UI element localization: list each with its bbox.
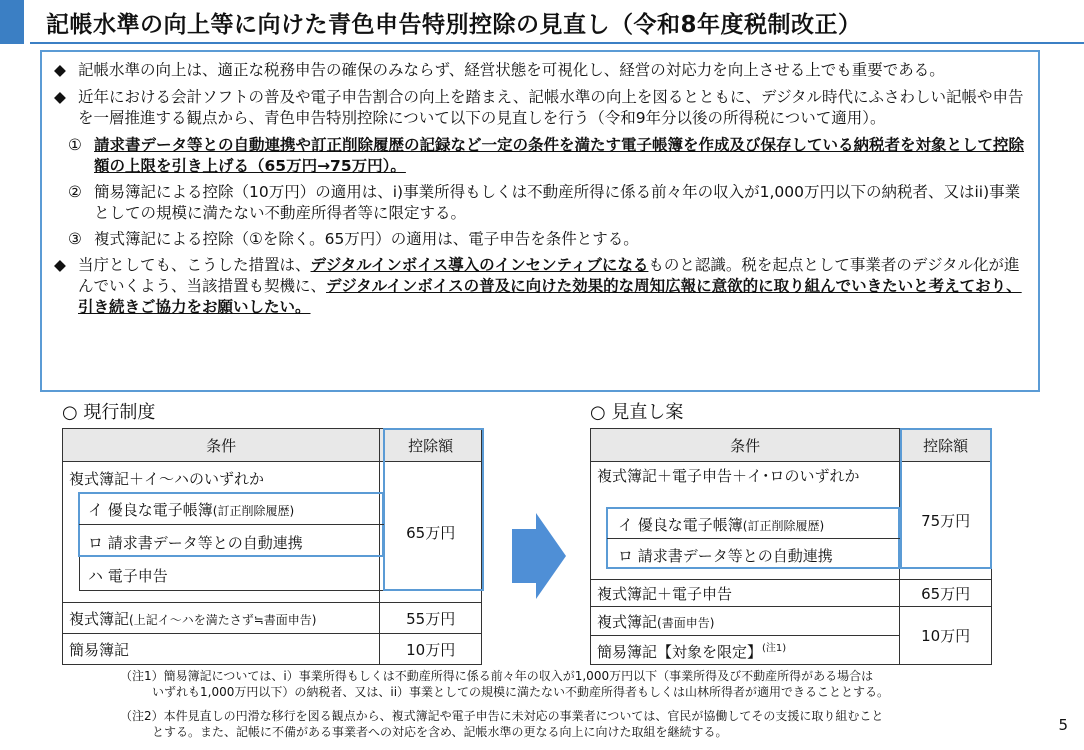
bullet-diamond-icon: ◆ <box>54 256 66 274</box>
current-sub-ro: ロ 請求書データ等との自動連携 <box>88 534 303 552</box>
revised-amount-highlight <box>900 428 992 569</box>
revised-row-4: 簡易簿記【対象を限定】$^{(注1)}$ <box>591 636 900 665</box>
current-sub-divider-2 <box>79 557 80 591</box>
summary-item-2: ② 簡易簿記による控除（10万円）の適用は、i)事業所得もしくは不動産所得に係る前々年の収入が1,000万円以下の納税者、又はii)事業としての規模に満たない不動産所得者等に限定する。 <box>68 183 1021 222</box>
current-amount-2: 55万円 <box>380 603 482 634</box>
revised-amount-1: 75万円 <box>900 462 992 580</box>
note-1-line-2: いずれも1,000万円以下）の納税者、又は、ii）事業としての規模に満たない不動産所得者もしくは山林所得者が適用できることとする。 <box>152 685 890 699</box>
current-col-amount: 控除額 <box>380 429 482 462</box>
revised-sub-divider <box>607 538 900 539</box>
title-accent-bar <box>0 0 24 44</box>
note-1-line-1: （注1）簡易簿記については、i）事業所得もしくは不動産所得に係る前々年の収入が1,000万円以下（事業所得及び不動産所得がある場合は <box>120 669 874 683</box>
title-underline <box>30 42 1084 44</box>
current-amount-highlight <box>383 428 484 591</box>
revised-row-1: 複式簿記＋電子申告＋イ･ロのいずれか <box>591 462 900 580</box>
page-number: 5 <box>1058 716 1068 734</box>
revised-proposal-heading: ○ 見直し案 <box>590 402 684 423</box>
revised-row-2: 複式簿記＋電子申告 <box>591 580 900 607</box>
current-col-condition: 条件 <box>63 429 380 462</box>
revised-amount-3-4: 10万円 <box>900 607 992 665</box>
current-amount-1: 65万円 <box>380 462 482 603</box>
bullet-diamond-icon: ◆ <box>54 61 66 79</box>
summary-paragraph-3: ◆ 当庁としても、こうした措置は、デジタルインボイス導入のインセンティブになるものと認識。税を起点として事業者のデジタル化が進んでいくよう、当該措置も契機に、デジタルインボイスの普及に向けた効果的な周知広報に意欲的に取り組んでいきたいと考えており、引き続きご協力をお願いしたい。 <box>54 256 1022 316</box>
current-row-3: 簡易簿記 <box>63 634 380 665</box>
current-row-2: 複式簿記(上記イ～ハを満たさず≒書面申告) <box>63 603 380 634</box>
revised-row-3: 複式簿記(書面申告) <box>591 607 900 636</box>
revised-col-condition: 条件 <box>591 429 900 462</box>
note-2-line-1: （注2）本件見直しの円滑な移行を図る観点から、複式簿記や電子申告に未対応の事業者については、官民が協働してその支援に取り組むこと <box>120 709 884 723</box>
revised-amount-2: 65万円 <box>900 580 992 607</box>
bullet-diamond-icon: ◆ <box>54 88 66 106</box>
revised-sub-ro: ロ 請求書データ等との自動連携 <box>618 547 833 565</box>
note-2-line-2: とする。また、記帳に不備がある事業者への対応を含め、記帳水準の更なる向上に向けた取組を継続する。 <box>152 725 728 739</box>
summary-item-1: ① 請求書データ等との自動連携や訂正削除履歴の記録など一定の条件を満たす電子帳簿を作成及び保存している納税者を対象として控除額の上限を引き上げる（65万円→75万円）。 <box>68 136 1025 175</box>
current-sub-divider-1 <box>79 524 384 525</box>
current-sub-ha: ハ 電子申告 <box>88 567 168 585</box>
current-row-1: 複式簿記＋イ～ハのいずれか <box>63 462 380 603</box>
current-amount-3: 10万円 <box>380 634 482 665</box>
summary-box <box>40 50 1040 392</box>
summary-paragraph-1: ◆ 記帳水準の向上は、適正な税務申告の確保のみならず、経営状態を可視化し、経営の対応力を向上させる上でも重要である。 <box>54 61 945 79</box>
current-sub-divider-3 <box>79 590 383 591</box>
summary-item-3: ③ 複式簿記による控除（①を除く。65万円）の適用は、電子申告を条件とする。 <box>68 230 639 248</box>
current-sub-i: イ 優良な電子帳簿(訂正削除履歴) <box>88 501 295 519</box>
revised-sub-i: イ 優良な電子帳簿(訂正削除履歴) <box>618 516 825 534</box>
current-system-heading: ○ 現行制度 <box>62 402 156 423</box>
page-title: 記帳水準の向上等に向けた青色申告特別控除の見直し（令和8年度税制改正） <box>46 12 862 38</box>
summary-paragraph-2: ◆ 近年における会計ソフトの普及や電子申告割合の向上を踏まえ、記帳水準の向上を図るとともに、デジタル時代にふさわしい記帳や申告を一層推進する観点から、青色申告特別控除について以下の見直しを行う（令和9年分以後の所得税について適用）。 <box>54 88 1024 127</box>
revised-col-amount: 控除額 <box>900 429 992 462</box>
